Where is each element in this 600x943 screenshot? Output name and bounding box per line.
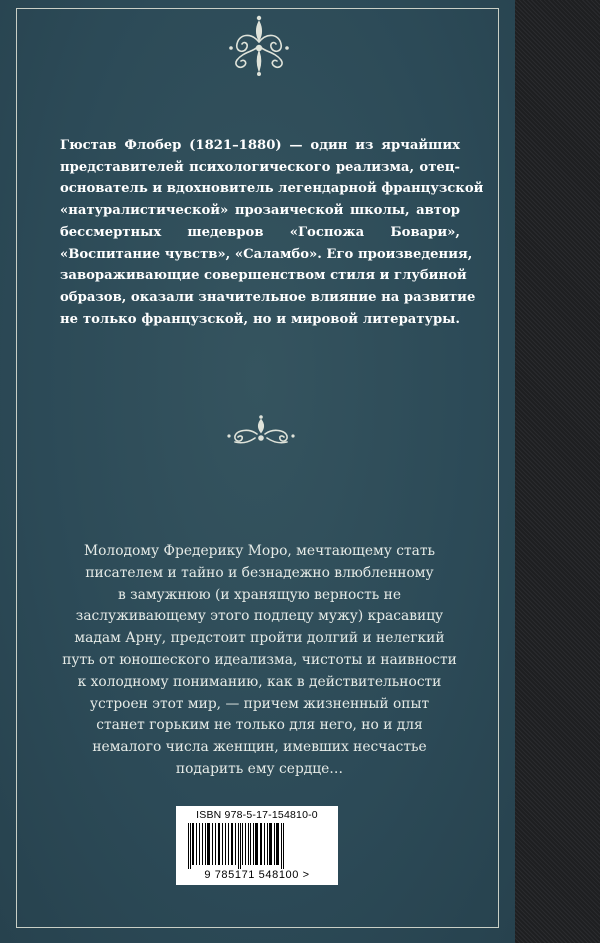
barcode-bar — [274, 823, 275, 865]
annotation-line: немалого числа женщин, имевших несчастье — [92, 739, 427, 756]
annotation-line: станет горьким не только для него, но и для — [96, 717, 423, 734]
barcode-bar — [276, 823, 279, 865]
bio-line: «натуралистической» прозаической школы, автор — [60, 203, 460, 219]
barcode-bar — [228, 823, 229, 865]
bio-line: представителей психологического реализма, отец- — [60, 159, 460, 175]
barcode-bar — [222, 823, 223, 865]
floral-ornament-icon — [223, 14, 295, 78]
book-annotation — [58, 541, 461, 781]
barcode-bar — [269, 823, 272, 865]
annotation-line: путь от юношеского идеализма, чистоты и наивности — [62, 651, 457, 668]
barcode-bar — [212, 823, 213, 865]
scroll-ornament-icon — [225, 414, 297, 448]
barcode-bar — [215, 823, 216, 865]
barcode-bar — [225, 823, 226, 865]
barcode-bar — [242, 823, 243, 865]
barcode-bar — [245, 823, 246, 865]
bio-line: не только французской, но и мировой литературы. — [60, 311, 460, 327]
barcode-bar — [250, 823, 251, 865]
barcode-bar — [248, 823, 249, 865]
barcode-bar — [267, 823, 268, 865]
annotation-line: к холодному пониманию, как в действительности — [77, 673, 442, 690]
barcode-bars — [184, 823, 330, 869]
barcode-bar — [190, 823, 191, 869]
barcode-bar — [260, 823, 262, 865]
annotation-line: устроен этот мир, — причем жизненный опыт — [89, 695, 430, 712]
bio-line: основатель и вдохновитель легендарной французской — [60, 181, 484, 197]
barcode-bar — [199, 823, 200, 865]
barcode-bar — [205, 823, 206, 865]
barcode-bar — [188, 823, 189, 869]
annotation-line: в замужнюю (и хранящую верность не — [118, 586, 401, 603]
barcode-bar — [192, 823, 194, 865]
isbn-barcode — [176, 806, 338, 885]
barcode-bar — [255, 823, 258, 865]
isbn-label: ISBN 978-5-17-154810-0 — [196, 809, 318, 821]
barcode-bar — [235, 823, 236, 865]
annotation-line: Молодому Фредерику Моро, мечтающему стать — [84, 543, 435, 559]
barcode-bar — [240, 823, 241, 869]
annotation-line: заслуживающему этого подлецу мужу) красавицу — [75, 608, 444, 625]
annotation-line: подарить ему сердце… — [175, 760, 344, 777]
barcode-bar — [231, 823, 233, 865]
bio-line: бессмертных шедевров «Госпожа Бовари», — [60, 224, 460, 240]
barcode-bar — [264, 823, 265, 865]
barcode-bar — [207, 823, 210, 865]
annotation-line: мадам Арну, предстоит пройти долгий и нелегкий — [74, 630, 445, 647]
barcode-digits: 9 785171 548100 > — [204, 869, 310, 881]
bio-line: Гюстав Флобер (1821–1880) — один из ярчайших — [60, 138, 460, 153]
barcode-bar — [196, 823, 197, 865]
barcode-bar — [218, 823, 220, 865]
barcode-bar — [283, 823, 284, 869]
barcode-bar — [202, 823, 203, 865]
bio-line: завораживающие совершенством стиля и глубиной — [60, 268, 467, 284]
bio-line: «Воспитание чувств», «Саламбо». Его произведения, — [60, 246, 473, 262]
author-bio — [60, 135, 484, 330]
annotation-line: писателем и тайно и безнадежно влюбленному — [85, 564, 434, 581]
barcode-bar — [281, 823, 282, 869]
bio-line: образов, оказали значительное влияние на развитие — [60, 289, 476, 305]
spine-edge — [515, 0, 600, 943]
barcode-bar — [253, 823, 254, 865]
barcode-bar — [238, 823, 239, 869]
